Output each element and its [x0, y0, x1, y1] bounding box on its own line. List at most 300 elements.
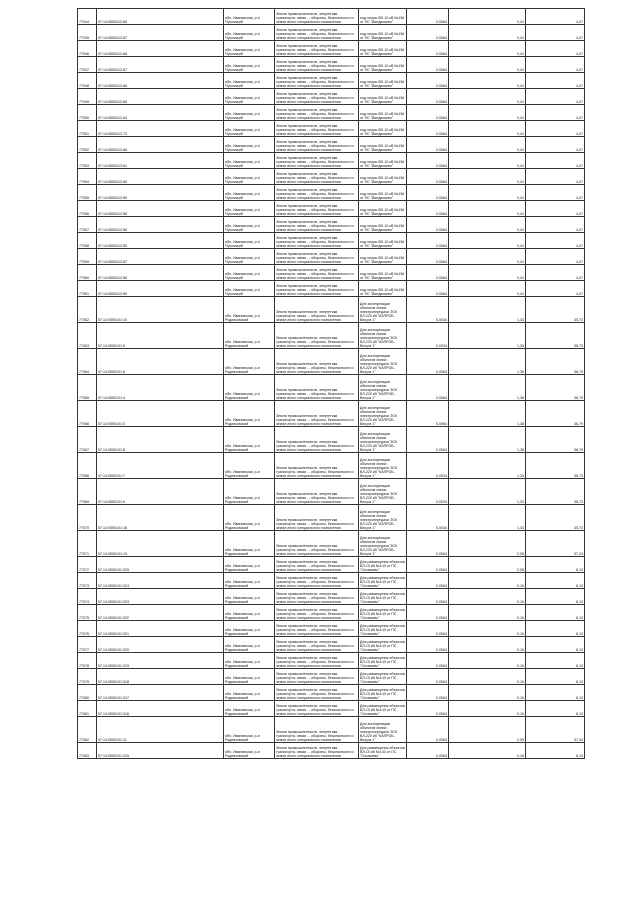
cell-val: 1,33 [449, 479, 526, 505]
cell-no: 77074 [78, 589, 97, 605]
cell-category: Земли промышленности, энергетики, транспорта, связи ... обороны, безопасности и земли иного специального назначения [275, 121, 359, 137]
cell-val: 1,38 [449, 427, 526, 453]
cell-code: 57:14:0550101:4 [97, 375, 224, 401]
table-row [78, 479, 585, 505]
table-row [78, 297, 585, 323]
cell-total: 4,07 [526, 217, 585, 233]
cell-owner: обл. Ивановская, р-н Пучежский [224, 41, 275, 57]
cell-total: 36,79 [526, 349, 585, 375]
cell-no: 77071 [78, 531, 97, 557]
cell-purpose: Для эксплуатации объектов линии электропередачи ЭСК ВЛ-220 кВ "КАПРОБ-Вичуга 1" [359, 453, 407, 479]
cell-val: 0,24 [449, 201, 526, 217]
cell-code: 57:14:0550412:58 [97, 201, 224, 217]
cell-category: Земли промышленности, энергетики, транспорта, связи ... обороны, безопасности и земли иного специального назначения [275, 249, 359, 265]
cell-code: 57:14:0550412:65 [97, 89, 224, 105]
cell-area: 0,0064 [407, 573, 449, 589]
cell-code: 57:14:0550412:59 [97, 281, 224, 297]
table-row [78, 41, 585, 57]
table-row [78, 349, 585, 375]
cell-val: 0,24 [449, 169, 526, 185]
cell-code: 57:14:0550412:60 [97, 169, 224, 185]
cell-code: 57:14:0550101:5 [97, 323, 224, 349]
cell-total: 35,73 [526, 297, 585, 323]
cell-total: 37,24 [526, 531, 585, 557]
cell-purpose: Для размещения объектов ВЛ-10 кВ №143 от ПС "Осташево" [359, 669, 407, 685]
cell-val: 0,24 [449, 121, 526, 137]
table-row [78, 281, 585, 297]
cell-purpose: Для размещения объектов ВЛ-10 кВ №143 от ПС "Осташево" [359, 653, 407, 669]
cell-total: 4,07 [526, 25, 585, 41]
cell-code: 57:14:0550101:325 [97, 557, 224, 573]
cell-no: 77051 [78, 121, 97, 137]
cell-purpose: Для размещения объектов ВЛ-10 кВ №143 от ПС "Осташево" [359, 573, 407, 589]
table-row [78, 25, 585, 41]
cell-purpose: под опоры ВЛ-10 кВ №136 от ПС "Вандышево" [359, 121, 407, 137]
cell-code: 57:14:0550412:66 [97, 137, 224, 153]
cell-owner: обл. Ивановская, р-н Родниковский [224, 589, 275, 605]
cell-owner: обл. Ивановская, р-н Пучежский [224, 73, 275, 89]
cell-area: 0,0064 [407, 201, 449, 217]
cell-owner: обл. Ивановская, р-н Родниковский [224, 297, 275, 323]
table-row [78, 9, 585, 25]
cell-total: 6,13 [526, 589, 585, 605]
cell-val: 2,08 [449, 531, 526, 557]
cell-purpose: под опоры ВЛ-10 кВ №136 от ПС "Вандышево" [359, 201, 407, 217]
cell-val: 0,16 [449, 621, 526, 637]
cell-no: 77054 [78, 169, 97, 185]
cell-area: 0,0064 [407, 233, 449, 249]
cell-owner: обл. Ивановская, р-н Родниковский [224, 621, 275, 637]
cell-total: 4,07 [526, 153, 585, 169]
cell-no: 77048 [78, 73, 97, 89]
cell-val: 0,16 [449, 573, 526, 589]
cell-no: 77083 [78, 743, 97, 759]
cell-total: 4,07 [526, 57, 585, 73]
cell-val: 0,24 [449, 185, 526, 201]
cell-code: 57:14:0550412:68 [97, 41, 224, 57]
table-row [78, 589, 585, 605]
cell-purpose: Для эксплуатации объектов линии электропередачи ЭСК ВЛ-220 кВ "КАПРОБ-Вичуга 1" [359, 717, 407, 743]
cell-val: 0,24 [449, 153, 526, 169]
cell-area: 0,0064 [407, 557, 449, 573]
cell-total: 4,07 [526, 265, 585, 281]
cell-code: 57:14:0550101:19 [97, 531, 224, 557]
cell-total: 35,73 [526, 479, 585, 505]
cell-code: 57:14:0550101:321 [97, 621, 224, 637]
cell-val: 0,16 [449, 669, 526, 685]
cell-area: 0,0064 [407, 375, 449, 401]
cell-category: Земли промышленности, энергетики, транспорта, связи ... обороны, безопасности и земли иного специального назначения [275, 375, 359, 401]
cell-val: 0,24 [449, 41, 526, 57]
table-row [78, 249, 585, 265]
cell-owner: обл. Ивановская, р-н Пучежский [224, 249, 275, 265]
cell-purpose: под опоры ВЛ-10 кВ №136 от ПС "Вандышево" [359, 73, 407, 89]
table-row [78, 233, 585, 249]
table-row [78, 701, 585, 717]
cell-val: 2,08 [449, 557, 526, 573]
cell-category: Земли промышленности, энергетики, транспорта, связи ... обороны, безопасности и земли иного специального назначения [275, 201, 359, 217]
cell-area: 0,0064 [407, 249, 449, 265]
cell-category: Земли промышленности, энергетики, транспорта, связи ... обороны, безопасности и земли иного специального назначения [275, 701, 359, 717]
cell-purpose: под опоры ВЛ-10 кВ №136 от ПС "Вандышево" [359, 25, 407, 41]
cell-area: 0,0064 [407, 743, 449, 759]
cell-category: Земли промышленности, энергетики, транспорта, связи ... обороны, безопасности и земли иного специального назначения [275, 717, 359, 743]
cell-owner: обл. Ивановская, р-н Родниковский [224, 717, 275, 743]
cell-purpose: под опоры ВЛ-10 кВ №136 от ПС "Вандышево" [359, 105, 407, 121]
cell-owner: обл. Ивановская, р-н Родниковский [224, 685, 275, 701]
cell-area: 0,0064 [407, 281, 449, 297]
cell-total: 6,13 [526, 701, 585, 717]
cell-category: Земли промышленности, энергетики, транспорта, связи ... обороны, безопасности и земли иного специального назначения [275, 297, 359, 323]
cell-owner: обл. Ивановская, р-н Пучежский [224, 121, 275, 137]
cell-total: 37,34 [526, 717, 585, 743]
cell-val: 0,24 [449, 25, 526, 41]
cell-code: 57:14:0550101:323 [97, 589, 224, 605]
cell-category: Земли промышленности, энергетики, транспорта, связи ... обороны, безопасности и земли иного специального назначения [275, 73, 359, 89]
cell-code: 57:14:0550101:317 [97, 685, 224, 701]
cell-no: 77045 [78, 25, 97, 41]
table-row [78, 605, 585, 621]
cell-total: 6,13 [526, 653, 585, 669]
cell-owner: обл. Ивановская, р-н Пучежский [224, 201, 275, 217]
cell-val: 0,24 [449, 89, 526, 105]
cell-no: 77062 [78, 297, 97, 323]
cell-no: 77055 [78, 185, 97, 201]
cell-purpose: Для размещения объектов ВЛ-10 кВ №143 от ПС "Осташево" [359, 605, 407, 621]
cell-purpose: Для размещения объектов ВЛ-10 кВ №143 от ПС "Осташево" [359, 701, 407, 717]
cell-owner: обл. Ивановская, р-н Родниковский [224, 743, 275, 759]
cell-total: 4,07 [526, 41, 585, 57]
cell-category: Земли промышленности, энергетики, транспорта, связи ... обороны, безопасности и земли иного специального назначения [275, 185, 359, 201]
cell-purpose: Для эксплуатации объектов линии электропередачи ЭСК ВЛ-220 кВ "КАПРОБ-Вичуга 1" [359, 479, 407, 505]
cell-no: 77049 [78, 89, 97, 105]
cell-category: Земли промышленности, энергетики, транспорта, связи ... обороны, безопасности и земли иного специального назначения [275, 573, 359, 589]
cell-no: 77075 [78, 605, 97, 621]
cell-category: Земли промышленности, энергетики, транспорта, связи ... обороны, безопасности и земли иного специального назначения [275, 169, 359, 185]
cell-area: 0,0064 [407, 89, 449, 105]
cell-category: Земли промышленности, энергетики, транспорта, связи ... обороны, безопасности и земли иного специального назначения [275, 137, 359, 153]
cell-purpose: под опоры ВЛ-10 кВ №136 от ПС "Вандышево" [359, 169, 407, 185]
cell-code: 57:14:0550101:315 [97, 743, 224, 759]
cell-category: Земли промышленности, энергетики, транспорта, связи ... обороны, безопасности и земли иного специального назначения [275, 557, 359, 573]
cell-owner: обл. Ивановская, р-н Родниковский [224, 349, 275, 375]
cell-code: 57:14:0550412:56 [97, 217, 224, 233]
table-row [78, 169, 585, 185]
cell-category: Земли промышленности, энергетики, транспорта, связи ... обороны, безопасности и земли иного специального назначения [275, 9, 359, 25]
cell-purpose: под опоры ВЛ-10 кВ №136 от ПС "Вандышево" [359, 89, 407, 105]
cell-no: 77068 [78, 453, 97, 479]
cell-total: 6,13 [526, 637, 585, 653]
cell-category: Земли промышленности, энергетики, транспорта, связи ... обороны, безопасности и земли иного специального назначения [275, 589, 359, 605]
cell-owner: обл. Ивановская, р-н Родниковский [224, 505, 275, 531]
cell-val: 2,05 [449, 717, 526, 743]
cell-val: 1,33 [449, 323, 526, 349]
cell-category: Земли промышленности, энергетики, транспорта, связи ... обороны, безопасности и земли иного специального назначения [275, 685, 359, 701]
cell-total: 4,07 [526, 201, 585, 217]
cell-purpose: Для размещения объектов ВЛ-10 кВ №143 от ПС "Осташево" [359, 685, 407, 701]
cell-area: 0,0064 [407, 41, 449, 57]
cell-no: 77063 [78, 323, 97, 349]
cell-area: 0,0064 [407, 349, 449, 375]
table-row [78, 375, 585, 401]
cell-code: 57:14:0550101:318 [97, 669, 224, 685]
cell-category: Земли промышленности, энергетики, транспорта, связи ... обороны, безопасности и земли иного специального назначения [275, 743, 359, 759]
cell-owner: обл. Ивановская, р-н Пучежский [224, 281, 275, 297]
table-row [78, 217, 585, 233]
cell-no: 77066 [78, 401, 97, 427]
table-row [78, 685, 585, 701]
cell-total: 4,07 [526, 281, 585, 297]
cell-no: 77064 [78, 349, 97, 375]
cell-purpose: Для размещения объектов ВЛ-10 кВ №143 от ПС "Осташево" [359, 621, 407, 637]
cell-no: 77070 [78, 505, 97, 531]
cell-owner: обл. Ивановская, р-н Пучежский [224, 57, 275, 73]
cell-code: 57:14:0550101:11 [97, 717, 224, 743]
cell-no: 77058 [78, 233, 97, 249]
cell-category: Земли промышленности, энергетики, транспорта, связи ... обороны, безопасности и земли иного специального назначения [275, 531, 359, 557]
cell-no: 77067 [78, 427, 97, 453]
cell-category: Земли промышленности, энергетики, транспорта, связи ... обороны, безопасности и земли иного специального назначения [275, 233, 359, 249]
cell-category: Земли промышленности, энергетики, транспорта, связи ... обороны, безопасности и земли иного специального назначения [275, 349, 359, 375]
cell-owner: обл. Ивановская, р-н Пучежский [224, 89, 275, 105]
cell-val: 1,33 [449, 453, 526, 479]
cell-area: 0,0064 [407, 265, 449, 281]
cell-owner: обл. Ивановская, р-н Родниковский [224, 453, 275, 479]
cell-no: 77065 [78, 375, 97, 401]
cell-category: Земли промышленности, энергетики, транспорта, связи ... обороны, безопасности и земли иного специального назначения [275, 427, 359, 453]
table-row [78, 427, 585, 453]
cell-owner: обл. Ивановская, р-н Родниковский [224, 531, 275, 557]
cell-no: 77076 [78, 621, 97, 637]
cell-area: 0,0064 [407, 589, 449, 605]
table-row [78, 73, 585, 89]
table-row [78, 573, 585, 589]
cell-purpose: под опоры ВЛ-10 кВ №136 от ПС "Вандышево" [359, 217, 407, 233]
cell-category: Земли промышленности, энергетики, транспорта, связи ... обороны, безопасности и земли иного специального назначения [275, 41, 359, 57]
cell-category: Земли промышленности, энергетики, транспорта, связи ... обороны, безопасности и земли иного специального назначения [275, 265, 359, 281]
table-row [78, 621, 585, 637]
cell-val: 0,16 [449, 637, 526, 653]
cell-code: 57:14:0550101:319 [97, 653, 224, 669]
cell-category: Земли промышленности, энергетики, транспорта, связи ... обороны, безопасности и земли иного специального назначения [275, 637, 359, 653]
cell-owner: обл. Ивановская, р-н Родниковский [224, 573, 275, 589]
cell-category: Земли промышленности, энергетики, транспорта, связи ... обороны, безопасности и земли иного специального назначения [275, 621, 359, 637]
cell-category: Земли промышленности, энергетики, транспорта, связи ... обороны, безопасности и земли иного специального назначения [275, 505, 359, 531]
cell-total: 6,13 [526, 621, 585, 637]
cell-val: 0,16 [449, 589, 526, 605]
cell-no: 77052 [78, 137, 97, 153]
cell-no: 77056 [78, 201, 97, 217]
cell-owner: обл. Ивановская, р-н Пучежский [224, 265, 275, 281]
cell-total: 6,13 [526, 743, 585, 759]
cell-category: Земли промышленности, энергетики, транспорта, связи ... обороны, безопасности и земли иного специального назначения [275, 479, 359, 505]
cell-total: 4,07 [526, 233, 585, 249]
cell-code: 57:14:0550412:57 [97, 25, 224, 41]
cell-area: 0,0064 [407, 9, 449, 25]
cell-code: 57:14:0550101:10 [97, 297, 224, 323]
cell-code: 57:14:0550101:324 [97, 573, 224, 589]
cell-purpose: под опоры ВЛ-10 кВ №136 от ПС "Вандышево" [359, 233, 407, 249]
cell-code: 57:14:0550101:9 [97, 479, 224, 505]
cell-total: 36,79 [526, 401, 585, 427]
cell-val: 0,24 [449, 281, 526, 297]
cell-val: 1,38 [449, 375, 526, 401]
cell-area: 0,0034 [407, 479, 449, 505]
cell-purpose: Для размещения объектов ВЛ-10 кВ №143 от ПС "Осташево" [359, 743, 407, 759]
table-row [78, 105, 585, 121]
cell-code: 57:14:0550101:8 [97, 427, 224, 453]
cell-total: 6,13 [526, 605, 585, 621]
cell-area: 0,0034 [407, 323, 449, 349]
cell-no: 77061 [78, 281, 97, 297]
cell-val: 0,16 [449, 701, 526, 717]
cell-val: 0,24 [449, 249, 526, 265]
cell-code: 57:14:0550101:316 [97, 701, 224, 717]
cell-no: 77047 [78, 57, 97, 73]
cell-owner: обл. Ивановская, р-н Родниковский [224, 375, 275, 401]
cell-code: 57:14:0550412:66 [97, 73, 224, 89]
table-row [78, 89, 585, 105]
cell-purpose: под опоры ВЛ-10 кВ №136 от ПС "Вандышево" [359, 41, 407, 57]
cell-no: 77078 [78, 653, 97, 669]
cell-owner: обл. Ивановская, р-н Родниковский [224, 605, 275, 621]
cell-total: 6,13 [526, 573, 585, 589]
cell-code: 57:14:0550101:3 [97, 401, 224, 427]
cell-total: 4,07 [526, 121, 585, 137]
cell-area: 0,0064 [407, 605, 449, 621]
cell-code: 57:14:0550412:64 [97, 105, 224, 121]
cell-area: 0,0064 [407, 427, 449, 453]
cell-area: 0,0064 [407, 153, 449, 169]
cell-total: 36,79 [526, 427, 585, 453]
table-row [78, 637, 585, 653]
cell-area: 0,0064 [407, 105, 449, 121]
cell-category: Земли промышленности, энергетики, транспорта, связи ... обороны, безопасности и земли иного специального назначения [275, 89, 359, 105]
cell-owner: обл. Ивановская, р-н Родниковский [224, 427, 275, 453]
table-row [78, 743, 585, 759]
cell-code: 57:14:0550412:55 [97, 233, 224, 249]
cell-category: Земли промышленности, энергетики, транспорта, связи ... обороны, безопасности и земли иного специального назначения [275, 57, 359, 73]
cell-no: 77077 [78, 637, 97, 653]
cell-total: 4,07 [526, 169, 585, 185]
cell-owner: обл. Ивановская, р-н Родниковский [224, 637, 275, 653]
cell-area: 0,0064 [407, 169, 449, 185]
cell-purpose: под опоры ВЛ-10 кВ №136 от ПС "Вандышево" [359, 185, 407, 201]
table-row [78, 401, 585, 427]
cell-purpose: под опоры ВЛ-10 кВ №136 от ПС "Вандышево" [359, 281, 407, 297]
cell-total: 36,79 [526, 375, 585, 401]
cell-area: 0,0064 [407, 531, 449, 557]
cell-total: 4,07 [526, 89, 585, 105]
document-sheet [77, 8, 583, 759]
cell-purpose: под опоры ВЛ-10 кВ №136 от ПС "Вандышево" [359, 265, 407, 281]
table-row [78, 653, 585, 669]
table-row [78, 453, 585, 479]
table-row [78, 185, 585, 201]
cell-area: 0,0064 [407, 685, 449, 701]
cell-total: 6,13 [526, 685, 585, 701]
cell-total: 6,13 [526, 669, 585, 685]
cell-purpose: под опоры ВЛ-10 кВ №136 от ПС "Вандышево" [359, 57, 407, 73]
cell-no: 77059 [78, 249, 97, 265]
cell-no: 77072 [78, 557, 97, 573]
cell-purpose: Для эксплуатации объектов линии электропередачи ЭСК ВЛ-220 кВ "КАПРОБ-Вичуга 1" [359, 505, 407, 531]
cell-area: 0,0064 [407, 137, 449, 153]
cell-category: Земли промышленности, энергетики, транспорта, связи ... обороны, безопасности и земли иного специального назначения [275, 323, 359, 349]
table-row [78, 531, 585, 557]
cell-area: 0,0064 [407, 653, 449, 669]
cell-owner: обл. Ивановская, р-н Родниковский [224, 669, 275, 685]
cell-total: 35,73 [526, 505, 585, 531]
cell-total: 4,07 [526, 9, 585, 25]
cell-val: 1,38 [449, 349, 526, 375]
cell-val: 1,33 [449, 297, 526, 323]
cell-val: 0,24 [449, 233, 526, 249]
cell-code: 57:14:0550412:65 [97, 9, 224, 25]
cell-area: 0,0064 [407, 701, 449, 717]
cell-code: 57:14:0550101:322 [97, 605, 224, 621]
cell-area: 0,0064 [407, 121, 449, 137]
cell-code: 57:14:0550101:18 [97, 505, 224, 531]
cell-code: 57:14:0550412:73 [97, 121, 224, 137]
cell-no: 77046 [78, 41, 97, 57]
table-row [78, 201, 585, 217]
cell-purpose: под опоры ВЛ-10 кВ №136 от ПС "Вандышево" [359, 9, 407, 25]
cell-owner: обл. Ивановская, р-н Родниковский [224, 653, 275, 669]
cell-area: 0,0064 [407, 217, 449, 233]
table-row [78, 137, 585, 153]
cell-category: Земли промышленности, энергетики, транспорта, связи ... обороны, безопасности и земли иного специального назначения [275, 217, 359, 233]
cell-category: Земли промышленности, энергетики, транспорта, связи ... обороны, безопасности и земли иного специального назначения [275, 153, 359, 169]
cell-purpose: под опоры ВЛ-10 кВ №136 от ПС "Вандышево" [359, 249, 407, 265]
cell-area: 0,0064 [407, 669, 449, 685]
table-row [78, 153, 585, 169]
cell-val: 0,16 [449, 605, 526, 621]
cell-purpose: под опоры ВЛ-10 кВ №136 от ПС "Вандышево" [359, 137, 407, 153]
cell-total: 4,07 [526, 105, 585, 121]
cell-owner: обл. Ивановская, р-н Родниковский [224, 401, 275, 427]
cell-category: Земли промышленности, энергетики, транспорта, связи ... обороны, безопасности и земли иного специального назначения [275, 25, 359, 41]
cell-category: Земли промышленности, энергетики, транспорта, связи ... обороны, безопасности и земли иного специального назначения [275, 453, 359, 479]
cell-category: Земли промышленности, энергетики, транспорта, связи ... обороны, безопасности и земли иного специального назначения [275, 605, 359, 621]
cell-area: 0,0064 [407, 637, 449, 653]
cell-code: 57:14:0550101:7 [97, 453, 224, 479]
cell-owner: обл. Ивановская, р-н Родниковский [224, 323, 275, 349]
cell-owner: обл. Ивановская, р-н Пучежский [224, 169, 275, 185]
cell-val: 1,38 [449, 401, 526, 427]
cell-purpose: Для эксплуатации объектов линии электропередачи ЭСК ВЛ-220 кВ "КАПРОБ-Вичуга 1" [359, 401, 407, 427]
cell-no: 77080 [78, 685, 97, 701]
cell-val: 0,24 [449, 217, 526, 233]
cell-owner: обл. Ивановская, р-н Пучежский [224, 233, 275, 249]
cell-purpose: Для эксплуатации объектов линии электропередачи ЭСК ВЛ-220 кВ "КАПРОБ-Вичуга 1" [359, 297, 407, 323]
cell-val: 0,24 [449, 265, 526, 281]
cell-area: 0,0034 [407, 505, 449, 531]
cell-val: 0,16 [449, 743, 526, 759]
cell-purpose: Для размещения объектов ВЛ-10 кВ №143 от ПС "Осташево" [359, 637, 407, 653]
cell-no: 77082 [78, 717, 97, 743]
cell-code: 57:14:0550412:59 [97, 185, 224, 201]
cell-total: 4,07 [526, 137, 585, 153]
cell-purpose: Для эксплуатации объектов линии электропередачи ЭСК ВЛ-220 кВ "КАПРОБ-Вичуга 1" [359, 323, 407, 349]
cell-area: 0,0064 [407, 57, 449, 73]
cell-total: 4,07 [526, 73, 585, 89]
table-body [78, 9, 585, 759]
cell-no: 77050 [78, 105, 97, 121]
cell-area: 0,0034 [407, 453, 449, 479]
cell-code: 57:14:0550101:320 [97, 637, 224, 653]
cell-total: 4,07 [526, 249, 585, 265]
